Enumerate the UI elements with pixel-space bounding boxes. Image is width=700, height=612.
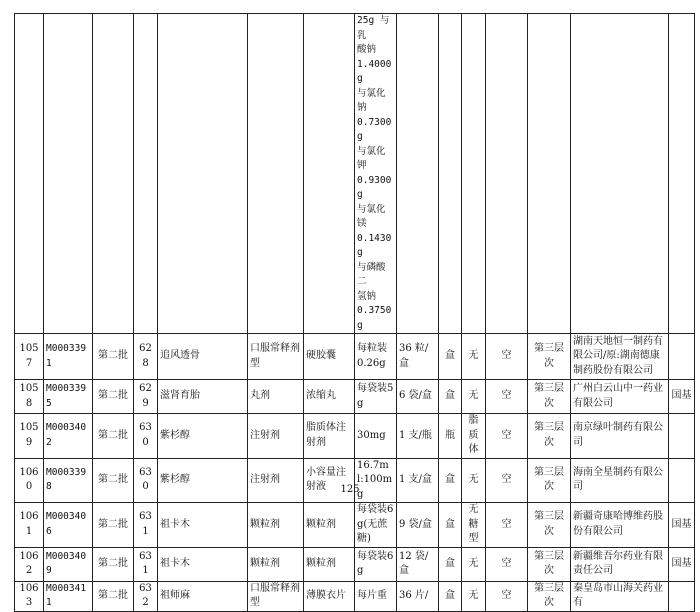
cell-level: 第三层次 [528, 581, 571, 611]
cell-pack: 1 支/瓶 [397, 414, 439, 459]
cell-pack: 36 片/ [397, 581, 439, 611]
drug-list-table [14, 13, 695, 612]
cell-spec-continued [355, 14, 397, 334]
cell-blank: 空 [486, 458, 528, 503]
cell-route: 口服常释剂型 [248, 581, 304, 611]
cell-unit: 盒 [439, 380, 462, 414]
cell-type: 无 [462, 547, 486, 581]
cell-type: 无 [462, 380, 486, 414]
cell-pack: 9 袋/盒 [397, 503, 439, 548]
cell-route: 注射剂 [248, 414, 304, 459]
cell-spec: 每袋装6g [355, 547, 397, 581]
cell-no [15, 14, 44, 334]
cell-blank [486, 14, 528, 334]
cell-group: 631 [134, 547, 158, 581]
spec-line: 25g 与乳 [357, 15, 390, 41]
cell-batch [93, 14, 134, 334]
cell-remark [669, 581, 695, 611]
cell-no: 1063 [15, 581, 44, 611]
cell-blank: 空 [486, 334, 528, 380]
cell-remark [669, 458, 695, 503]
cell-group: 628 [134, 334, 158, 380]
cell-name: 追风透骨 [158, 334, 248, 380]
cell-company: 新疆维吾尔药业有限责任公司 [571, 547, 669, 581]
cell-level [528, 14, 571, 334]
table-row [15, 581, 695, 611]
cell-remark: 国基 [669, 547, 695, 581]
cell-type: 无 [462, 334, 486, 380]
cell-level: 第三层次 [528, 380, 571, 414]
cell-name: 紫杉醇 [158, 414, 248, 459]
cell-route: 注射剂 [248, 458, 304, 503]
cell-code: M0003406 [44, 503, 93, 548]
cell-no: 1059 [15, 414, 44, 459]
cell-no: 1061 [15, 503, 44, 548]
cell-batch: 第二批 [93, 503, 134, 548]
cell-type: 无 [462, 458, 486, 503]
spec-line: 0.3750g [357, 305, 392, 331]
spec-line: 与氯化镁 [357, 203, 386, 229]
cell-no: 1057 [15, 334, 44, 380]
cell-company: 广州白云山中一药业有限公司 [571, 380, 669, 414]
cell-spec: 每片重 [355, 581, 397, 611]
cell-remark [669, 414, 695, 459]
cell-group: 632 [134, 581, 158, 611]
spec-line: 0.9300g [357, 174, 392, 200]
cell-form: 薄膜衣片 [304, 581, 355, 611]
cell-type: 无 [462, 581, 486, 611]
cell-remark: 国基 [669, 380, 695, 414]
cell-code: M0003411 [44, 581, 93, 611]
cell-form: 脂质体注射剂 [304, 414, 355, 459]
spec-line: 与氯化钾 [357, 145, 386, 171]
cell-no: 1060 [15, 458, 44, 503]
spec-line: 与氯化钠 [357, 87, 386, 113]
cell-form: 浓缩丸 [304, 380, 355, 414]
cell-batch: 第二批 [93, 547, 134, 581]
table-row [15, 380, 695, 414]
cell-code: M0003395 [44, 380, 93, 414]
cell-type [462, 14, 486, 334]
cell-no: 1062 [15, 547, 44, 581]
cell-form: 颗粒剂 [304, 503, 355, 548]
cell-company: 南京绿叶制药有限公司 [571, 414, 669, 459]
cell-no: 1058 [15, 380, 44, 414]
cell-form: 硬胶囊 [304, 334, 355, 380]
cell-route: 颗粒剂 [248, 547, 304, 581]
cell-unit: 盒 [439, 458, 462, 503]
cell-batch: 第二批 [93, 458, 134, 503]
cell-level: 第三层次 [528, 334, 571, 380]
cell-code: M0003398 [44, 458, 93, 503]
cell-spec: 每粒装0.26g [355, 334, 397, 380]
table-row-continuation [15, 14, 695, 334]
cell-level: 第三层次 [528, 547, 571, 581]
cell-group [134, 14, 158, 334]
cell-remark [669, 334, 695, 380]
cell-batch: 第二批 [93, 380, 134, 414]
cell-route: 颗粒剂 [248, 503, 304, 548]
spec-line: 氢钠 [357, 290, 377, 302]
cell-route: 丸剂 [248, 380, 304, 414]
spec-line: 酸钠 [357, 44, 377, 55]
cell-pack: 6 袋/盒 [397, 380, 439, 414]
cell-pack [397, 14, 439, 334]
cell-form: 小容量注射液 [304, 458, 355, 503]
cell-blank: 空 [486, 547, 528, 581]
cell-pack: 36 粒/盒 [397, 334, 439, 380]
cell-blank: 空 [486, 503, 528, 548]
table-row [15, 503, 695, 548]
cell-group: 630 [134, 458, 158, 503]
cell-company [571, 14, 669, 334]
cell-level: 第三层次 [528, 414, 571, 459]
cell-level: 第三层次 [528, 458, 571, 503]
table-row [15, 547, 695, 581]
cell-spec: 30mg [355, 414, 397, 459]
cell-group: 630 [134, 414, 158, 459]
cell-unit: 瓶 [439, 414, 462, 459]
cell-company: 海南全星制药有限公司 [571, 458, 669, 503]
cell-route [248, 14, 304, 334]
table-row [15, 458, 695, 503]
spec-line: 与磷酸二 [357, 261, 386, 287]
page-number: 125 [340, 484, 360, 495]
cell-remark [669, 14, 695, 334]
cell-pack: 1 支/盒 [397, 458, 439, 503]
cell-blank: 空 [486, 380, 528, 414]
cell-group: 631 [134, 503, 158, 548]
cell-route: 口服常释剂型 [248, 334, 304, 380]
spec-line: 1.4000g [357, 58, 392, 84]
cell-unit: 盒 [439, 581, 462, 611]
cell-pack: 12 袋/盒 [397, 547, 439, 581]
cell-name: 祖卡木 [158, 503, 248, 548]
cell-blank: 空 [486, 414, 528, 459]
cell-batch: 第二批 [93, 581, 134, 611]
cell-code [44, 14, 93, 334]
cell-name [158, 14, 248, 334]
cell-code: M0003391 [44, 334, 93, 380]
table-row [15, 334, 695, 380]
cell-unit [439, 14, 462, 334]
cell-unit: 盒 [439, 503, 462, 548]
cell-unit: 盒 [439, 547, 462, 581]
spec-line: 0.1430g [357, 232, 392, 258]
cell-type: 无糖型 [462, 503, 486, 548]
cell-form: 颗粒剂 [304, 547, 355, 581]
cell-form [304, 14, 355, 334]
cell-company: 湖南天地恒一制药有限公司/原:湖南德康制药股份有限公司 [571, 334, 669, 380]
spec-line: 0.7300g [357, 116, 392, 142]
cell-unit: 盒 [439, 334, 462, 380]
cell-name: 祖卡木 [158, 547, 248, 581]
cell-code: M0003402 [44, 414, 93, 459]
cell-name: 紫杉醇 [158, 458, 248, 503]
cell-name: 祖师麻 [158, 581, 248, 611]
cell-spec: 每袋装6g(无蔗糖) [355, 503, 397, 548]
cell-group: 629 [134, 380, 158, 414]
cell-company: 秦皇岛市山海关药业有 [571, 581, 669, 611]
cell-code: M0003409 [44, 547, 93, 581]
cell-spec: 16.7ml:100mg [355, 458, 397, 503]
cell-remark: 国基 [669, 503, 695, 548]
cell-batch: 第二批 [93, 334, 134, 380]
cell-type: 脂质体 [462, 414, 486, 459]
cell-spec: 每袋装5g [355, 380, 397, 414]
cell-blank: 空 [486, 581, 528, 611]
cell-company: 新疆奇康哈博维药股份有限公司 [571, 503, 669, 548]
cell-name: 滋肾育胎 [158, 380, 248, 414]
cell-batch: 第二批 [93, 414, 134, 459]
table-row [15, 414, 695, 459]
cell-level: 第三层次 [528, 503, 571, 548]
